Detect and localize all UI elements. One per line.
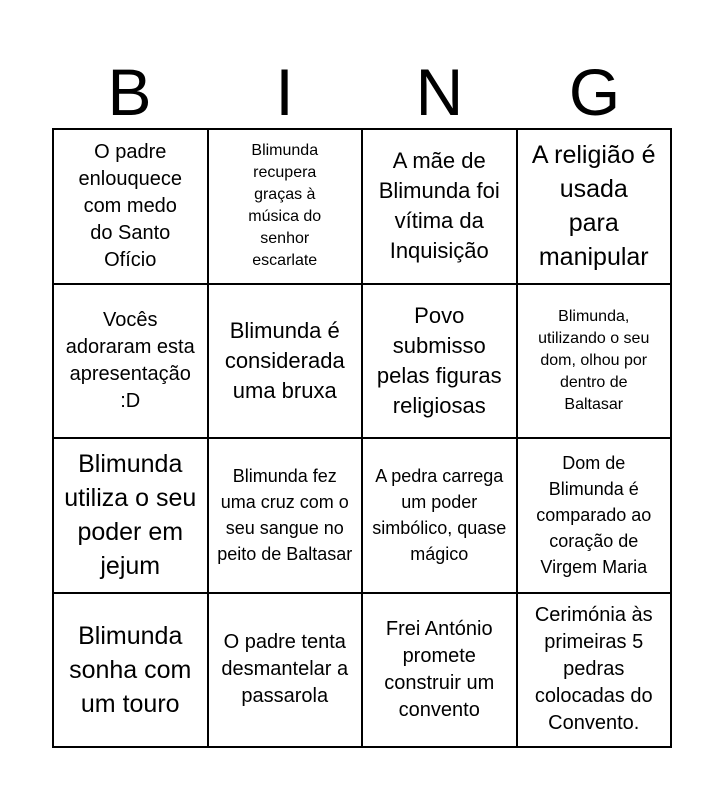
bingo-cell[interactable] <box>209 285 364 440</box>
cell-text: Blimunda, utilizando o seu dom, olhou por dentro de Baltasar <box>538 307 650 413</box>
bingo-cell[interactable] <box>209 130 364 285</box>
cell-text: Povo submisso pelas figuras religiosas <box>376 302 502 418</box>
bingo-cell[interactable] <box>518 130 673 285</box>
cell-text: Blimunda sonha com um touro <box>69 621 192 718</box>
bingo-cell[interactable] <box>209 594 364 749</box>
bingo-cell[interactable] <box>363 130 518 285</box>
bingo-cell[interactable] <box>518 594 673 749</box>
cell-text: A religião é usada para manipular <box>531 141 656 272</box>
bingo-cell[interactable] <box>363 439 518 594</box>
cell-text: A mãe de Blimunda foi vítima da Inquisição <box>378 148 500 264</box>
cell-text: O padre tenta desmantelar a passarola <box>221 631 349 708</box>
cell-text: Frei António promete construir um convento <box>384 617 495 721</box>
bingo-header <box>52 52 672 128</box>
bingo-cell[interactable] <box>363 594 518 749</box>
bingo-cell[interactable] <box>54 285 209 440</box>
bingo-cell[interactable] <box>518 285 673 440</box>
bingo-cell[interactable] <box>54 439 209 594</box>
cell-text: Blimunda utiliza o seu poder em jejum <box>64 450 197 581</box>
bingo-cell[interactable] <box>54 130 209 285</box>
cell-text: Blimunda fez uma cruz com o seu sangue no peito de Baltasar <box>217 466 353 565</box>
cell-text: Blimunda é considerada uma bruxa <box>224 317 345 403</box>
bingo-cell[interactable] <box>518 439 673 594</box>
header-letter-g: G <box>568 55 621 129</box>
header-letter-n: N <box>415 55 464 129</box>
header-letter-i: I <box>275 55 294 129</box>
cell-text: Blimunda recupera graças à música do senhor escarlate <box>248 142 322 270</box>
bingo-cell[interactable] <box>363 285 518 440</box>
cell-text: A pedra carrega um poder simbólico, quase mágico <box>372 466 507 565</box>
bingo-cell[interactable] <box>209 439 364 594</box>
cell-text: Dom de Blimunda é comparado ao coração de Virgem Maria <box>536 453 652 578</box>
cell-text: O padre enlouquece com medo do Santo Ofício <box>78 140 182 271</box>
bingo-board <box>52 128 672 748</box>
cell-text: Cerimónia às primeiras 5 pedras colocadas do Convento. <box>534 604 653 735</box>
bingo-cell[interactable] <box>54 594 209 749</box>
header-letter-b: B <box>107 55 152 129</box>
cell-text: Vocês adoraram esta apresentação :D <box>65 308 195 412</box>
